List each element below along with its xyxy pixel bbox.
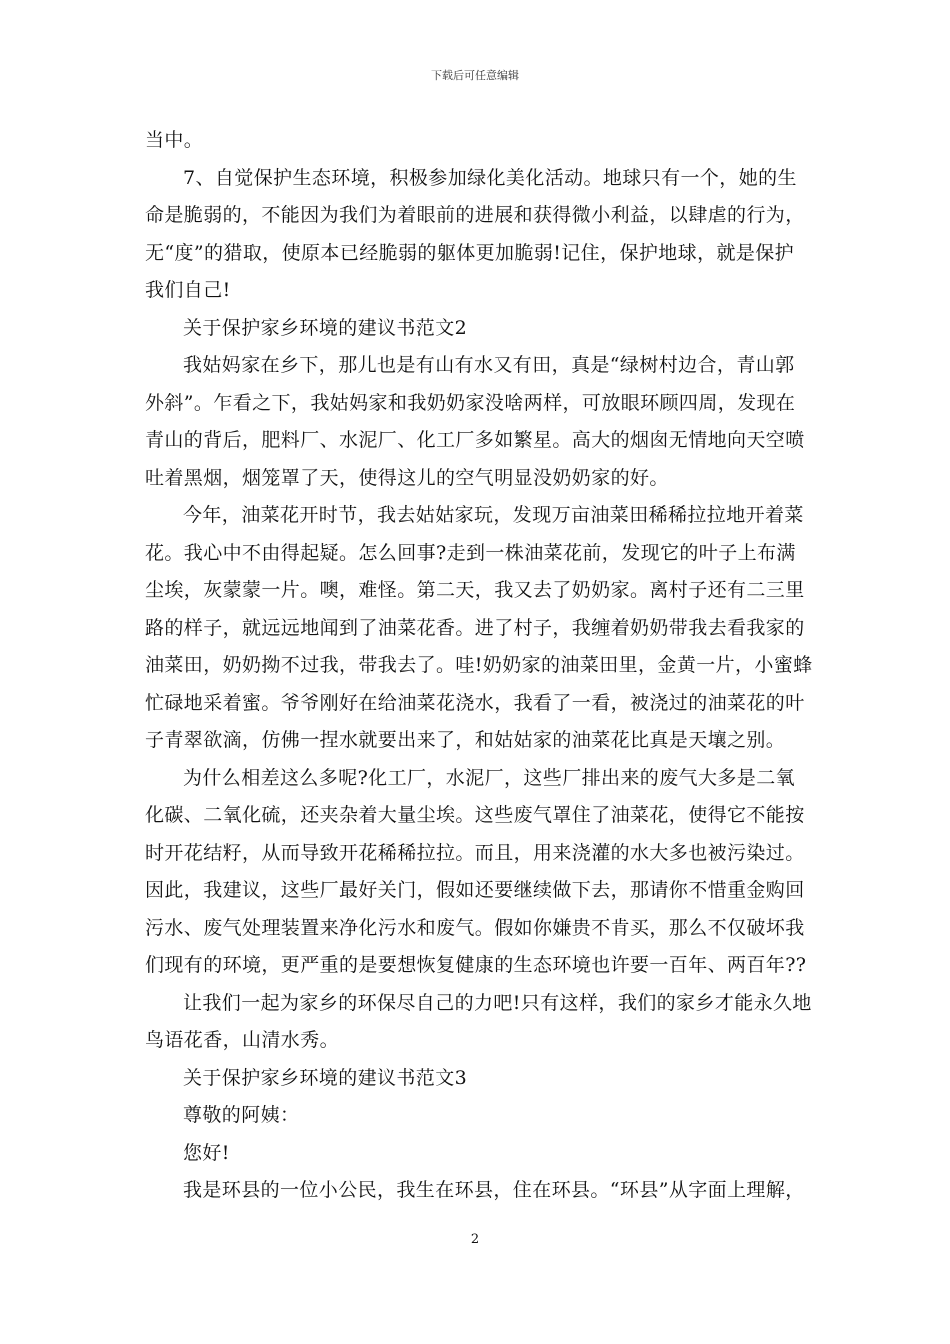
paragraph: 让我们一起为家乡的环保尽自己的力吧!只有这样，我们的家乡才能永久地鸟语花香，山清水秀。 [145,991,812,1051]
paragraph: 我姑妈家在乡下，那儿也是有山有水又有田，真是“绿树村边合，青山郭外斜”。乍看之下，我姑妈家和我奶奶家没啥两样，可放眼环顾四周，发现在青山的背后，肥料厂、水泥厂、化工厂多如繁星。高大的烟囱无情地向天空喷吐着黑烟，烟笼罩了天，使得这儿的空气明显没奶奶家的好。 [145,354,805,489]
body-text [145,122,813,1210]
section-heading: 关于保护家乡环境的建议书范文3 [183,1066,468,1089]
greeting: 您好! [183,1141,230,1164]
page-header: 下载后可任意编辑 [431,69,519,82]
page-number: 2 [470,1232,480,1247]
paragraph: 7、自觉保护生态环境，积极参加绿化美化活动。地球只有一个，她的生命是脆弱的，不能因为我们为着眼前的进展和获得微小利益，以肆虐的行为，无“度”的猎取，使原本已经脆弱的躯体更加脆弱!记住，保护地球，就是保护我们自己! [145,166,805,301]
paragraph: 当中。 [145,129,204,151]
paragraph: 我是环县的一位小公民，我生在环县，住在环县。“环县”从字面上理解， [183,1179,805,1201]
paragraph: 为什么相差这么多呢?化工厂，水泥厂，这些厂排出来的废气大多是二氧化碳、二氧化硫，还夹杂着大量尘埃。这些废气罩住了油菜花，使得它不能按时开花结籽，从而导致开花稀稀拉拉。而且，用来浇灌的水大多也被污染过。因此，我建议，这些厂最好关门，假如还要继续做下去，那请你不惜重金购回污水、废气处理装置来净化污水和废气。假如你嫌贵不肯买，那么不仅破坏我们现有的环境，更严重的是要想恢复健康的生态环境也许要一百年、两百年?? [145,766,807,976]
section-heading: 关于保护家乡环境的建议书范文2 [183,316,468,339]
paragraph: 今年，油菜花开时节，我去姑姑家玩，发现万亩油菜田稀稀拉拉地开着菜花。我心中不由得起疑。怎么回事?走到一株油菜花前，发现它的叶子上布满尘埃，灰蒙蒙一片。噢，难怪。第二天，我又去了奶奶家。离村子还有二三里路的样子，就远远地闻到了油菜花香。进了村子，我缠着奶奶带我去看我家的油菜田，奶奶拗不过我，带我去了。哇!奶奶家的油菜田里，金黄一片，小蜜蜂忙碌地采着蜜。爷爷刚好在给油菜花浇水，我看了一看，被浇过的油菜花的叶子青翠欲滴，仿佛一捏水就要出来了，和姑姑家的油菜花比真是天壤之别。 [145,504,813,751]
salutation: 尊敬的阿姨： [183,1104,300,1126]
